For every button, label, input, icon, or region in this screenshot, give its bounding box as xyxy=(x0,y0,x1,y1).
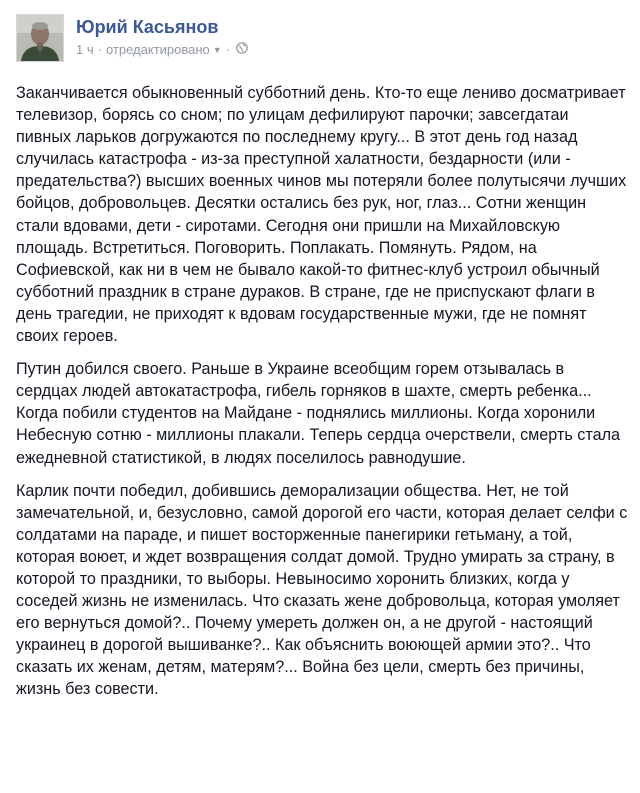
post-meta xyxy=(76,14,248,58)
author-name[interactable]: Юрий Касьянов xyxy=(76,17,219,37)
chevron-down-icon[interactable]: ▼ xyxy=(212,45,222,55)
edited-label[interactable]: отредактировано xyxy=(105,42,210,57)
avatar-photo xyxy=(17,15,63,61)
post-body xyxy=(16,82,628,712)
avatar[interactable] xyxy=(16,14,64,62)
separator: · xyxy=(225,42,231,57)
post-subline xyxy=(76,42,248,58)
post-header xyxy=(16,14,248,64)
post-timestamp[interactable]: 1 ч xyxy=(76,42,94,57)
post-paragraph-3: Карлик почти победил, добившись деморализации общества. Нет, не той замечательной, и, безусловно, самой дорогой его части, которая делает селфи с солдатами на параде, и пишет восторженные панегирики гетьману, а той, которая воюет, и ждет возвращения солдат домой. Трудно умирать за страну, в которой то праздники, то выборы. Невыносимо хоронить близких, когда у соседей жизнь не изменилась. Что сказать жене добровольца, которая умоляет его вернуться домой?.. Почему умереть должен он, а не другой - настоящий украинец в дорогой вышиванке?.. Как объяснить воюющей армии это?.. Что сказать их женам, детям, матерям?... Война без цели, смерть без причины, жизнь без совести. xyxy=(16,481,628,699)
post-paragraph-2: Путин добился своего. Раньше в Украине всеобщим горем отзывалась в сердцах людей автокатастрофа, гибель горняков в шахте, смерть ребенка... Когда побили студентов на Майдане - поднялись миллионы. Когда хоронили Небесную сотню - миллионы плакали. Теперь сердца очерствели, смерть стала ежедневной статистикой, в людях поселилось равнодушие. xyxy=(16,360,621,467)
post-paragraph-1: Заканчивается обыкновенный субботний день. Кто-то еще лениво досматривает телевизор, борясь со сном; по улицам дефилируют парочки; завсегдатаи пивных ларьков догружаются по последнему кругу... В этот день год назад случилась катастрофа - из-за преступной халатности, бездарности (или - предательства?) высших военных чинов мы потеряли более полутысячи лучших бойцов, добровольцев. Десятки остались без рук, ног, глаз... Сотни женщин стали вдовами, дети - сиротами. Сегодня они пришли на Михайловскую площадь. Встретиться. Поговорить. Поплакать. Помянуть. Рядом, на Софиевской, как ни в чем не бывало какой-то фитнес-клуб устроил обычный субботний праздник в стране дураков. В стране, где не приспускают флаги в день трагедии, не приходят к вдовам государственные мужи, где не помнят своих героев. xyxy=(16,84,627,346)
globe-icon[interactable] xyxy=(236,42,248,58)
separator: · xyxy=(97,42,102,57)
